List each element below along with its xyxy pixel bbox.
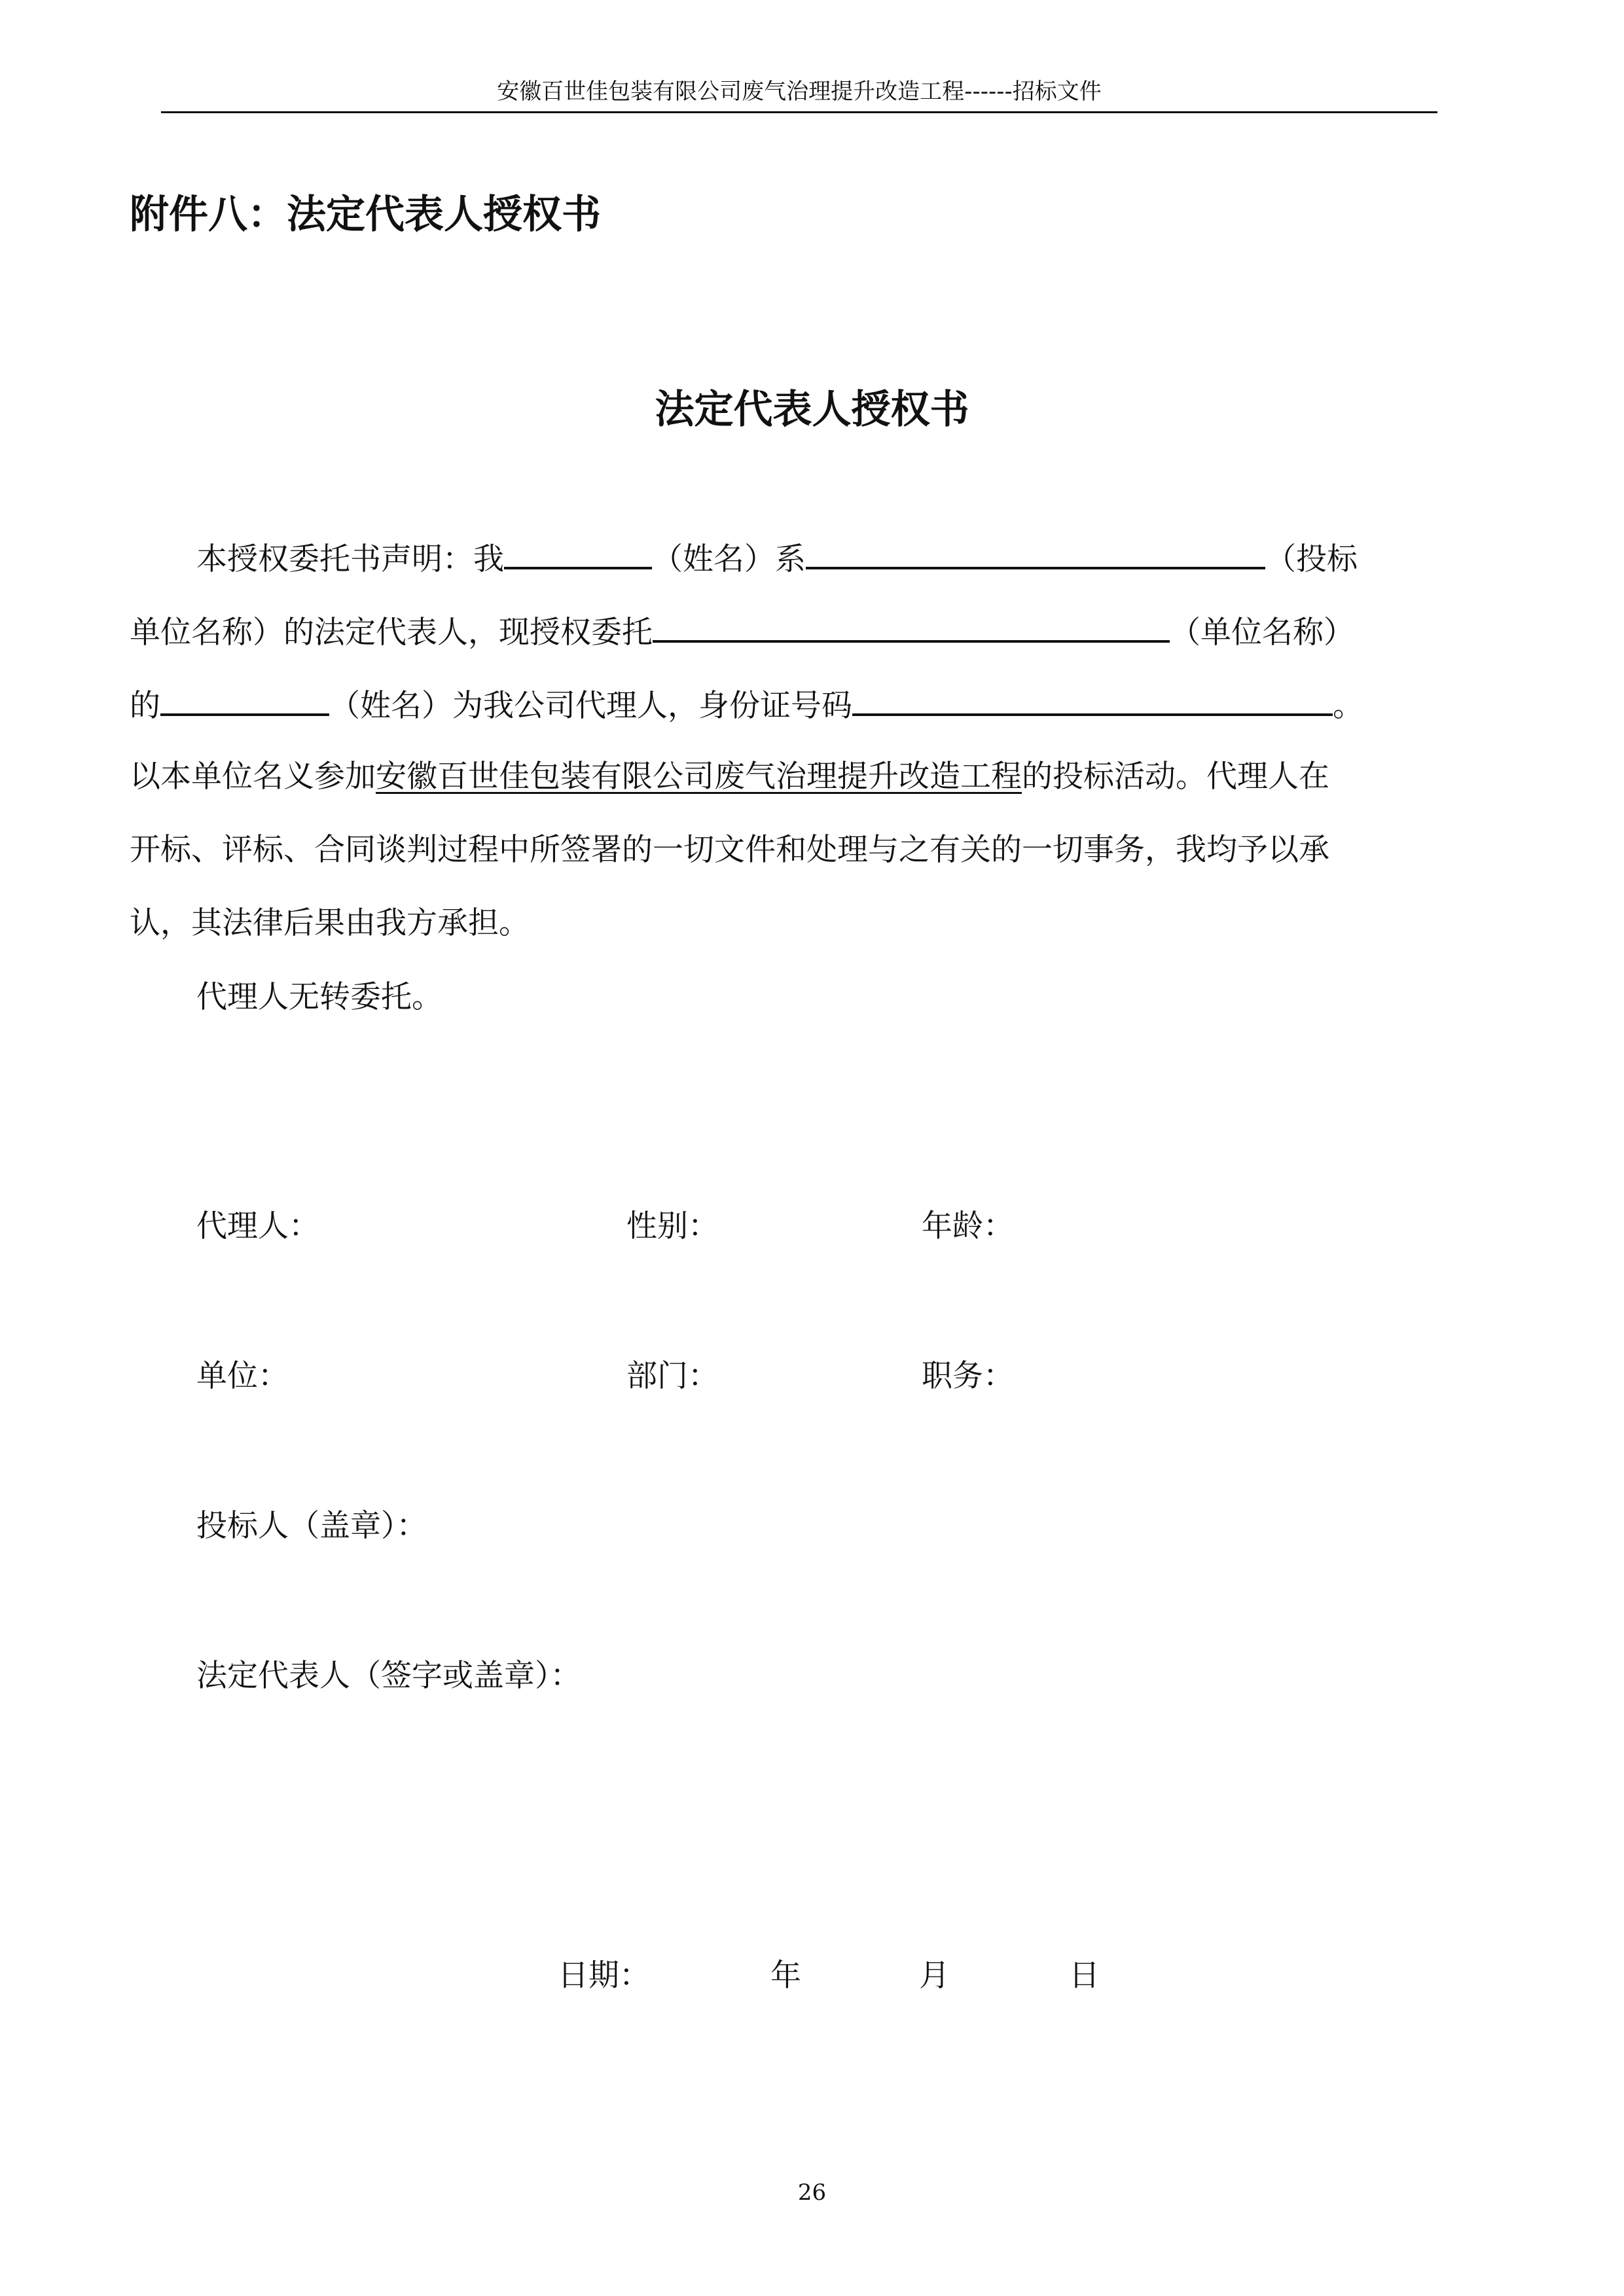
- text: 以本单位名义参加: [130, 759, 376, 795]
- appendix-title: 附件八：法定代表人授权书: [130, 192, 601, 238]
- document-title: 法定代表人授权书: [655, 387, 969, 433]
- body-line-2: [130, 610, 1354, 651]
- body-line-6: 认，其法律后果由我方承担。: [130, 905, 530, 941]
- project-name: 安徽百世佳包装有限公司废气治理提升改造工程: [376, 759, 1022, 795]
- body-line-5: 开标、评标、合同谈判过程中所签署的一切文件和处理与之有关的一切事务，我均予以承: [130, 832, 1329, 868]
- text: 单位名称）的法定代表人，现授权委托: [130, 615, 653, 651]
- text: （姓名）系: [652, 541, 806, 577]
- bidder-name-blank[interactable]: [806, 537, 1265, 569]
- legal-rep-sign-label: 法定代表人（签字或盖章）：: [196, 1658, 581, 1694]
- text: 的投标活动。代理人在: [1022, 759, 1329, 795]
- legal-rep-name-blank[interactable]: [504, 537, 652, 569]
- text: （投标: [1265, 541, 1358, 577]
- agent-label: 代理人：: [196, 1208, 319, 1244]
- agent-name-blank[interactable]: [160, 683, 329, 716]
- body-line-7: 代理人无转委托。: [196, 979, 442, 1015]
- body-line-3: [130, 683, 1363, 724]
- page-header: 安徽百世佳包装有限公司废气治理提升改造工程------招标文件: [497, 79, 1102, 105]
- text: （单位名称）: [1170, 615, 1354, 651]
- department-label: 部门：: [626, 1358, 719, 1394]
- bidder-seal-label: 投标人（盖章）：: [196, 1508, 427, 1544]
- gender-label: 性别：: [626, 1208, 719, 1244]
- day-label: 日: [1069, 1958, 1100, 1994]
- page-number: 26: [797, 2179, 827, 2206]
- agent-unit-blank[interactable]: [653, 610, 1170, 643]
- year-label: 年: [770, 1958, 801, 1994]
- body-line-1: [196, 537, 1358, 577]
- text: 本授权委托书声明：我: [196, 541, 504, 577]
- body-line-4: [130, 757, 1329, 797]
- month-label: 月: [919, 1958, 950, 1994]
- id-number-blank[interactable]: [852, 683, 1333, 716]
- position-label: 职务：: [922, 1358, 1014, 1394]
- header-rule: [161, 111, 1437, 113]
- text: 。: [1333, 688, 1363, 724]
- date-label: 日期：: [558, 1958, 650, 1994]
- unit-label: 单位：: [196, 1358, 289, 1394]
- age-label: 年龄：: [922, 1208, 1014, 1244]
- text: （姓名）为我公司代理人，身份证号码: [329, 688, 852, 724]
- text: 的: [130, 688, 160, 724]
